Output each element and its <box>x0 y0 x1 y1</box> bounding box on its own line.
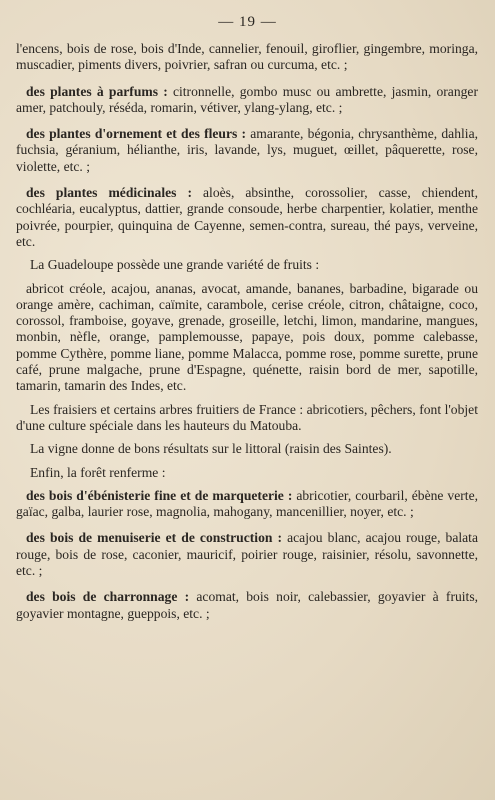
paragraph-fruits-list <box>16 281 478 395</box>
paragraph-forest-intro <box>16 465 478 481</box>
paragraph-body: citronnelle, gombo musc ou ambrette, jasmin, oranger amer, patchouly, réséda, romarin, vétiver, ylang-ylang, etc. ; <box>16 83 478 115</box>
paragraph-heading: des bois de menuiserie et de construction : <box>26 530 283 546</box>
paragraph-heading: des bois de charronnage : <box>26 589 190 605</box>
paragraph-body: aloès, absinthe, corossolier, casse, chiendent, cochléaria, eucalyptus, dattier, grande consoude, herbe charpentier, kolatier, menthe poivrée, pourpier, quinquina de Cayenne, semen-contra, sureau, thé pays, verveine, etc. <box>16 185 478 249</box>
paragraph-wheelwright-woods <box>16 589 478 622</box>
paragraph-heading: des bois d'ébénisterie fine et de marqueterie : <box>26 487 293 503</box>
page-number: — 19 — <box>218 14 277 30</box>
paragraph-heading: des plantes médicinales : <box>26 185 192 201</box>
paragraph-body: Les fraisiers et certains arbres fruitiers de France : abricotiers, pêchers, font l'objet d'une culture spéciale dans les hauteurs du Matouba. <box>16 401 478 433</box>
paragraph-fruits-intro <box>16 257 478 273</box>
paragraph-body: acomat, bois noir, calebassier, goyavier à fruits, goyavier montagne, gueppois, etc. ; <box>16 589 479 621</box>
paragraph-perfume-plants <box>16 84 478 117</box>
paragraph-construction-woods <box>16 530 478 579</box>
paragraph-ornamental-plants <box>16 126 478 175</box>
paragraph-body: La Guadeloupe possède une grande variété de fruits : <box>30 257 320 273</box>
paragraph-cabinet-woods <box>16 488 478 521</box>
paragraph-strawberries <box>16 402 478 435</box>
paragraph-body: Enfin, la forêt renferme : <box>30 464 166 480</box>
paragraph-body: La vigne donne de bons résultats sur le littoral (raisin des Saintes). <box>30 441 392 457</box>
paragraph-body: amarante, bégonia, chrysanthème, dahlia, fuchsia, géranium, hélianthe, iris, lavande, lys, muguet, œillet, pâquerette, rose, violette, etc. ; <box>16 126 478 174</box>
paragraph-body: abricot créole, acajou, ananas, avocat, amande, bananes, barbadine, bigarade ou orange amère, cachiman, caïmite, carambole, cerise créole, citron, châtaigne, coco, corossol, framboise, goyave, grenade, groseille, letchi, limon, mandarine, mangues, monbin, nèfle, orange, pamplemousse, papaye, pois doux, pomme calebasse, pomme Cythère, pomme liane, pomme Malacca, pomme rose, pomme surette, prune café, prune malgache, prune d'Espagne, quénette, raisin bord de mer, sapotille, tamarin, tamarin des Indes, etc. <box>16 280 478 394</box>
paragraph-medicinal-plants <box>16 185 478 250</box>
paragraph-body: abricotier, courbaril, ébène verte, gaïac, galba, laurier rose, magnolia, mahogany, mancenillier, noyer, etc. ; <box>16 487 478 520</box>
page-text <box>16 41 478 629</box>
paragraph-heading: des plantes à parfums : <box>26 83 168 99</box>
paragraph-body: l'encens, bois de rose, bois d'Inde, cannelier, fenouil, giroflier, gingembre, moringa, muscadier, piments divers, poivrier, safran ou curcuma, etc. ; <box>16 41 478 73</box>
paragraph-heading: des plantes d'ornement et des fleurs : <box>26 126 247 142</box>
paragraph-vine <box>16 441 478 457</box>
paragraph-body: acajou blanc, acajou rouge, balata rouge, bois de rose, caconier, mauricif, poirier rouge, raisinier, résolu, savonnette, etc. ; <box>16 530 478 579</box>
paragraph-spices <box>16 41 478 74</box>
